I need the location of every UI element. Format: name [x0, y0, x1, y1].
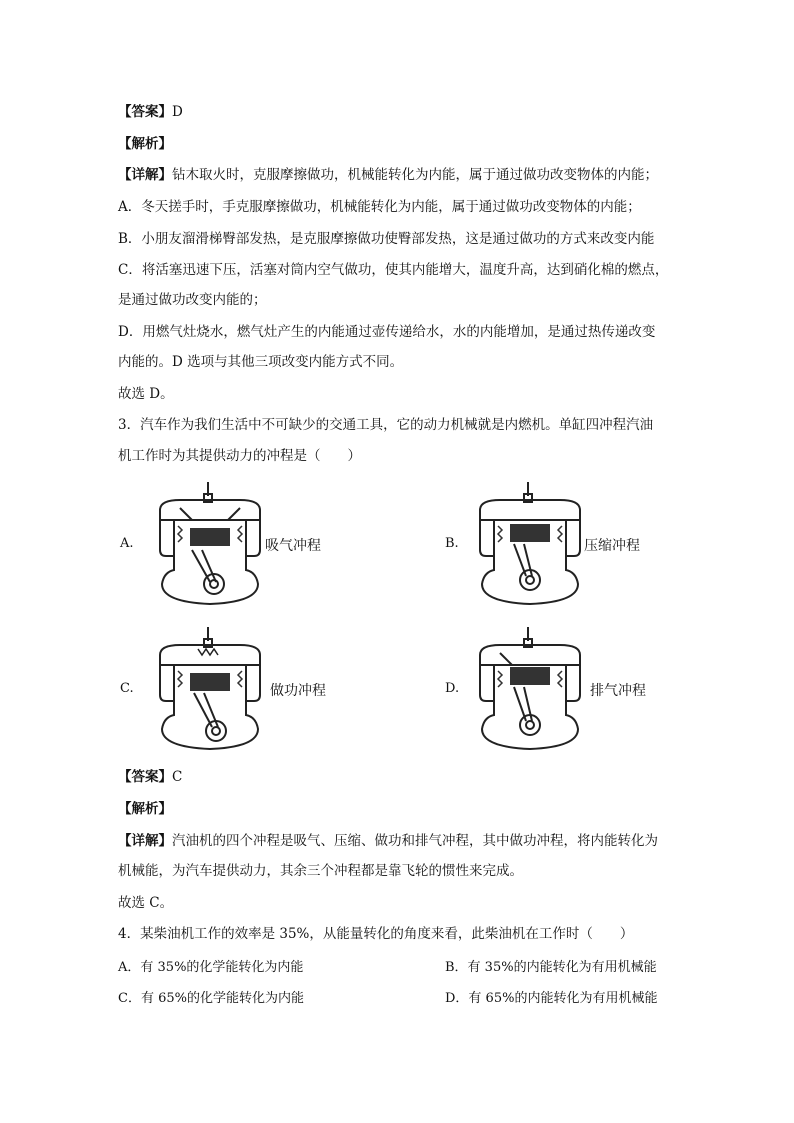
engine-power-diagram [150, 625, 280, 755]
engine-compression-diagram [470, 480, 600, 610]
explanation-a: A．冬天搓手时，手克服摩擦做功，机械能转化为内能，属于通过做功改变物体的内能； [118, 199, 641, 215]
explanation-c-cont: 是通过做功改变内能的； [118, 292, 267, 308]
conclusion-1: 故选 D。 [118, 386, 174, 402]
answer-tag: 【答案】 [118, 104, 172, 120]
detail-text: 钻木取火时，克服摩擦做功，机械能转化为内能，属于通过做功改变物体的内能； [172, 167, 658, 183]
detail-tag-2: 【详解】 [118, 833, 172, 849]
detail-line-2b: 机械能，为汽车提供动力，其余三个冲程都是靠飞轮的惯性来完成。 [118, 863, 523, 879]
analysis-tag: 【解析】 [118, 136, 172, 152]
answer-tag-2: 【答案】 [118, 769, 172, 785]
option-d-label: 排气冲程 [590, 683, 646, 699]
detail-line [118, 165, 658, 185]
option-a-letter: A. [120, 536, 134, 551]
option-b-label: 压缩冲程 [584, 538, 640, 554]
option-c-label: 做功冲程 [270, 683, 326, 699]
answer-line-1 [118, 102, 183, 122]
conclusion-2: 故选 C。 [118, 895, 174, 911]
option-b-letter: B. [445, 536, 459, 551]
answer-value-2: C [172, 769, 183, 785]
question3-stem-1: 3．汽车作为我们生活中不可缺少的交通工具，它的动力机械就是内燃机。单缸四冲程汽油 [118, 417, 654, 433]
explanation-d: D．用燃气灶烧水，燃气灶产生的内能通过壶传递给水，水的内能增加，是通过热传递改变 [118, 324, 656, 340]
question4-stem: 4．某柴油机工作的效率是 35%，从能量转化的角度来看，此柴油机在工作时（ ） [118, 926, 634, 942]
analysis-tag-2: 【解析】 [118, 801, 172, 817]
detail-tag: 【详解】 [118, 167, 172, 183]
explanation-b: B．小朋友溜滑梯臀部发热，是克服摩擦做功使臀部发热，这是通过做功的方式来改变内能 [118, 231, 655, 247]
detail-line-2a [118, 831, 658, 851]
q4-choice-c: C．有 65%的化学能转化为内能 [118, 991, 304, 1006]
explanation-c: C．将活塞迅速下压，活塞对筒内空气做功，使其内能增大，温度升高，达到硝化棉的燃点， [118, 262, 669, 278]
engine-exhaust-diagram [470, 625, 600, 755]
explanation-d-cont: 内能的。D 选项与其他三项改变内能方式不同。 [118, 354, 404, 370]
question3-stem-2: 机工作时为其提供动力的冲程是（ ） [118, 448, 361, 464]
q4-choice-b: B．有 35%的内能转化为有用机械能 [445, 960, 657, 975]
q4-choice-a: A．有 35%的化学能转化为内能 [118, 960, 304, 975]
detail-text-2a: 汽油机的四个冲程是吸气、压缩、做功和排气冲程，其中做功冲程，将内能转化为 [172, 833, 658, 849]
option-a-label: 吸气冲程 [265, 538, 321, 554]
option-d-letter: D. [445, 681, 460, 696]
answer-line-2 [118, 767, 182, 787]
answer-value: D [172, 104, 183, 120]
option-c-letter: C. [120, 681, 134, 696]
q4-choice-d: D．有 65%的内能转化为有用机械能 [445, 991, 658, 1006]
engine-intake-diagram [150, 480, 280, 610]
